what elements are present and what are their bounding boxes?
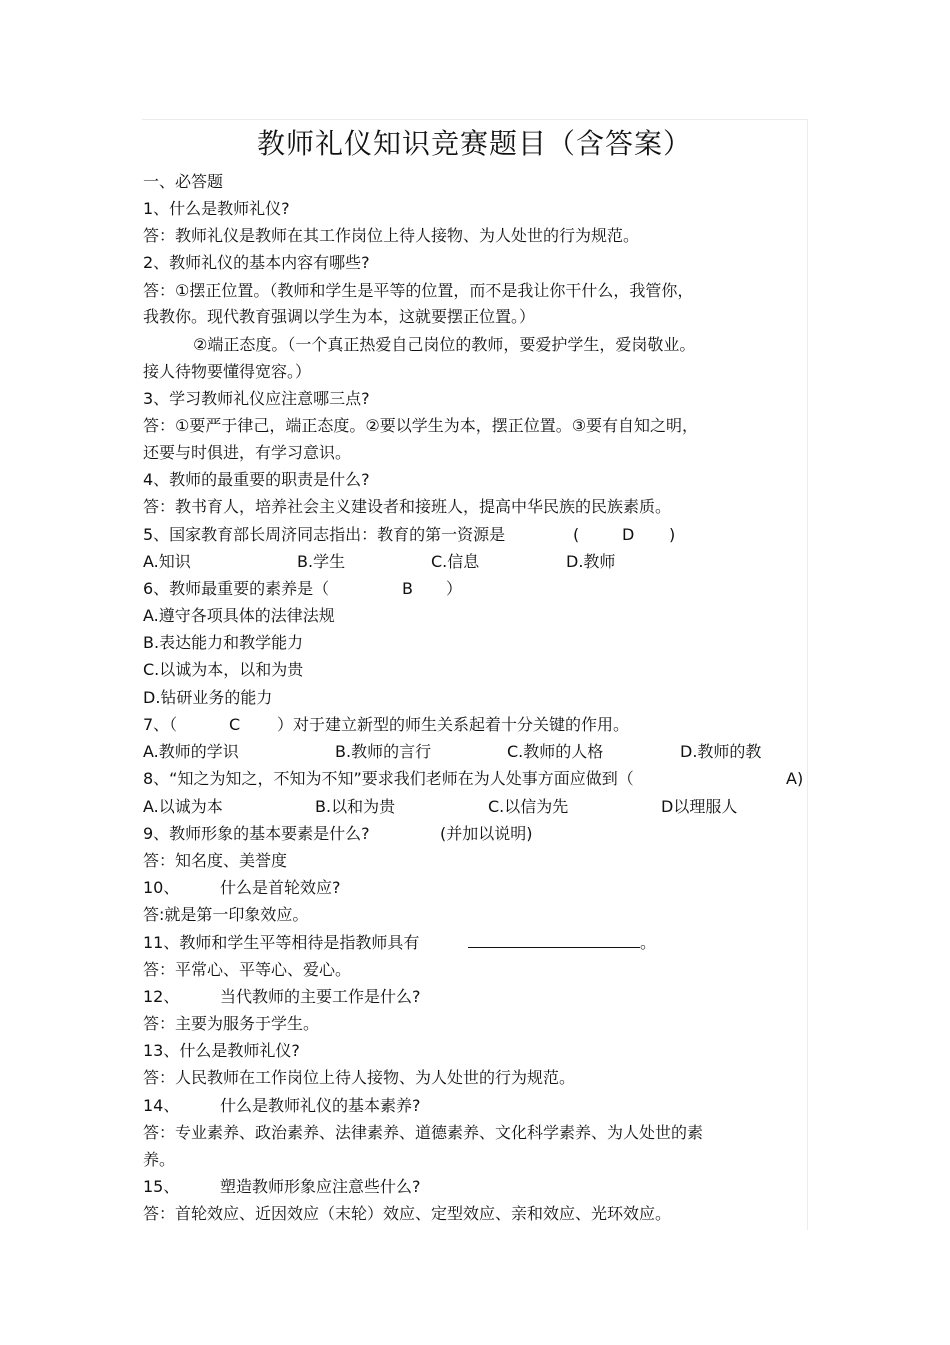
answer-2-line-2: 我教你。现代教育强调以学生为本，这就要摆正位置。） bbox=[143, 307, 536, 326]
option-d: D.教师 bbox=[566, 552, 616, 571]
question-6-text: 6、教师最重要的素养是（ bbox=[143, 579, 330, 598]
option-c: C.以信为先 bbox=[488, 797, 569, 816]
question-5-open-paren: ( bbox=[573, 525, 580, 544]
option-b: B.学生 bbox=[297, 552, 346, 571]
question-9-text: 9、教师形象的基本要素是什么? bbox=[143, 824, 370, 843]
question-7-answer: C bbox=[229, 715, 241, 734]
option-c: C.信息 bbox=[431, 552, 480, 571]
question-12-text: 当代教师的主要工作是什么? bbox=[220, 987, 421, 1006]
question-15-text: 塑造教师形象应注意些什么? bbox=[220, 1177, 421, 1196]
question-8-text: 8、“知之为知之，不知为不知”要求我们老师在为人处事方面应做到（ bbox=[143, 769, 634, 788]
question-11-end: 。 bbox=[640, 933, 657, 952]
question-14-number: 14、 bbox=[143, 1096, 180, 1115]
question-6 bbox=[143, 579, 463, 599]
question-12 bbox=[143, 987, 421, 1007]
answer-1: 答：教师礼仪是教师在其工作岗位上待人接物、为人处世的行为规范。 bbox=[143, 226, 640, 245]
option-c: C.教师的人格 bbox=[507, 742, 604, 761]
question-10-text: 什么是首轮效应? bbox=[220, 878, 341, 897]
option-d: D.教师的教 bbox=[680, 742, 762, 761]
answer-14-line-2: 养。 bbox=[143, 1150, 176, 1169]
question-5-answer: D bbox=[622, 525, 635, 544]
question-9-note: (并加以说明) bbox=[440, 824, 533, 843]
answer-2-line-1: 答：①摆正位置。（教师和学生是平等的位置，而不是我让你干什么，我管你， bbox=[143, 281, 694, 300]
option-d: D以理服人 bbox=[661, 797, 738, 816]
question-9 bbox=[143, 824, 533, 844]
answer-10: 答:就是第一印象效应。 bbox=[143, 905, 309, 924]
question-6-close-paren: ） bbox=[446, 579, 463, 598]
question-11 bbox=[143, 933, 657, 953]
question-14 bbox=[143, 1096, 421, 1116]
question-11-text: 11、教师和学生平等相待是指教师具有 bbox=[143, 933, 420, 952]
question-2: 2、教师礼仪的基本内容有哪些? bbox=[143, 253, 370, 272]
question-10-number: 10、 bbox=[143, 878, 180, 897]
answer-9: 答：知名度、美誉度 bbox=[143, 851, 288, 870]
question-6-option-d: D.钻研业务的能力 bbox=[143, 688, 273, 707]
option-a: A.知识 bbox=[143, 552, 191, 571]
question-15-number: 15、 bbox=[143, 1177, 180, 1196]
question-6-option-c: C.以诚为本，以和为贵 bbox=[143, 660, 304, 679]
question-14-text: 什么是教师礼仪的基本素养? bbox=[220, 1096, 421, 1115]
question-7-prefix: 7、（ bbox=[143, 715, 178, 734]
option-a: A.以诚为本 bbox=[143, 797, 223, 816]
answer-12: 答：主要为服务于学生。 bbox=[143, 1014, 320, 1033]
question-1: 1、什么是教师礼仪? bbox=[143, 199, 290, 218]
answer-2-line-4: 接人待物要懂得宽容。） bbox=[143, 362, 312, 381]
question-5 bbox=[143, 525, 676, 545]
answer-4: 答：教书育人，培养社会主义建设者和接班人，提高中华民族的民族素质。 bbox=[143, 497, 672, 516]
question-10 bbox=[143, 878, 341, 898]
question-15 bbox=[143, 1177, 421, 1197]
question-5-close-paren: ) bbox=[669, 525, 676, 544]
question-7 bbox=[143, 715, 630, 735]
question-8-answer: A) bbox=[786, 769, 804, 788]
option-b: B.教师的言行 bbox=[335, 742, 432, 761]
answer-13: 答：人民教师在工作岗位上待人接物、为人处世的行为规范。 bbox=[143, 1068, 576, 1087]
answer-3-line-1: 答：①要严于律己，端正态度。②要以学生为本，摆正位置。③要有自知之明， bbox=[143, 416, 699, 435]
answer-14-line-1: 答：专业素养、政治素养、法律素养、道德素养、文化科学素养、为人处世的素 bbox=[143, 1123, 704, 1142]
question-6-answer: B bbox=[402, 579, 413, 598]
question-11-blank bbox=[468, 933, 640, 953]
question-6-option-a: A.遵守各项具体的法律法规 bbox=[143, 606, 335, 625]
option-a: A.教师的学识 bbox=[143, 742, 239, 761]
section-heading: 一、必答题 bbox=[143, 172, 224, 191]
question-3: 3、学习教师礼仪应注意哪三点? bbox=[143, 389, 370, 408]
question-8 bbox=[143, 769, 804, 789]
question-5-text: 5、国家教育部长周济同志指出：教育的第一资源是 bbox=[143, 525, 506, 544]
question-12-number: 12、 bbox=[143, 987, 180, 1006]
question-6-option-b: B.表达能力和教学能力 bbox=[143, 633, 304, 652]
question-4: 4、教师的最重要的职责是什么? bbox=[143, 470, 370, 489]
document-title: 教师礼仪知识竞赛题目（含答案） bbox=[256, 127, 692, 160]
answer-2-line-3: ②端正态度。（一个真正热爱自己岗位的教师，要爱护学生，爱岗敬业。 bbox=[193, 335, 696, 354]
answer-15: 答：首轮效应、近因效应（末轮）效应、定型效应、亲和效应、光环效应。 bbox=[143, 1204, 672, 1223]
option-b: B.以和为贵 bbox=[315, 797, 396, 816]
answer-3-line-2: 还要与时俱进，有学习意识。 bbox=[143, 443, 352, 462]
answer-11: 答：平常心、平等心、爱心。 bbox=[143, 960, 352, 979]
question-13: 13、什么是教师礼仪? bbox=[143, 1041, 300, 1060]
question-7-text: ）对于建立新型的师生关系起着十分关键的作用。 bbox=[277, 715, 630, 734]
